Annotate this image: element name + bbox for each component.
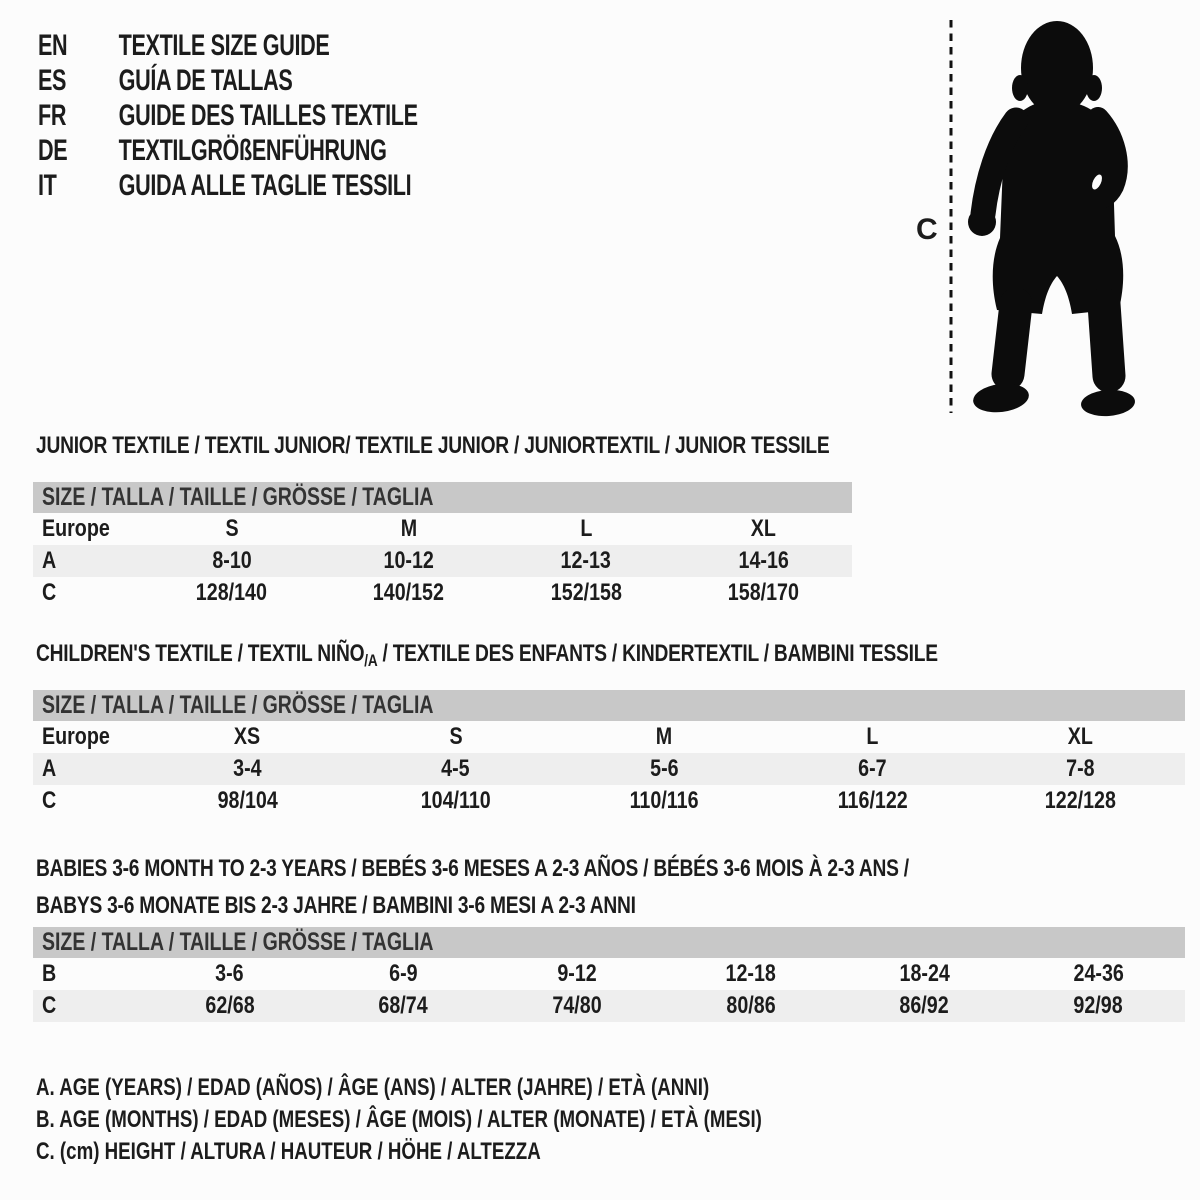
footnote-legend (36, 1072, 967, 1168)
toddler-silhouette-icon (940, 12, 1152, 426)
size-cell: 158/170 (727, 579, 799, 606)
table-row-months (33, 958, 1185, 990)
figure-area (940, 12, 1152, 426)
language-code: IT (38, 168, 57, 202)
table-row-age (33, 545, 852, 577)
size-cell: 98/104 (217, 787, 278, 814)
size-cell: 122/128 (1045, 787, 1117, 814)
size-cell: 6-7 (858, 755, 887, 782)
size-cell: XS (234, 723, 261, 750)
children-section-heading: CHILDREN'S TEXTILE / TEXTIL $NIÑO_{/A}$ / TEXTILE DES ENFANTS / KINDERTEXTIL / BAMBINI TESSILE (36, 640, 938, 670)
size-cell: 14-16 (738, 547, 789, 574)
size-cell: 24-36 (1073, 960, 1124, 987)
row-label: Europe (42, 723, 110, 750)
size-cell: 110/116 (629, 787, 699, 814)
language-code: FR (38, 98, 67, 132)
size-cell: XL (750, 515, 776, 542)
junior-section-heading: JUNIOR TEXTILE / TEXTIL JUNIOR/ TEXTILE JUNIOR / JUNIORTEXTIL / JUNIOR TESSILE (36, 432, 830, 459)
language-row (38, 98, 565, 133)
babies-size-table (33, 927, 1185, 1022)
size-cell: 3-6 (215, 960, 245, 987)
size-cell: 152/158 (550, 579, 622, 606)
size-cell: L (866, 723, 879, 750)
table-row-europe (33, 721, 1185, 753)
language-code: DE (38, 133, 68, 167)
size-header-bar: SIZE / TALLA / TAILLE / GRÖSSE / TAGLIA (33, 690, 1185, 721)
size-cell: 18-24 (899, 960, 950, 987)
language-row (38, 28, 565, 63)
size-cell: 116/122 (837, 787, 908, 814)
size-cell: 80/86 (726, 992, 776, 1019)
size-cell: 68/74 (378, 992, 429, 1019)
size-cell: 128/140 (196, 579, 268, 606)
size-cell: 62/68 (205, 992, 255, 1019)
size-cell: 6-9 (389, 960, 418, 987)
language-row (38, 133, 565, 168)
guide-title: TEXTILE SIZE GUIDE (118, 28, 330, 62)
row-label: C (42, 579, 57, 606)
row-label: C (42, 787, 57, 814)
junior-size-table (33, 482, 852, 609)
nino-a-subscript: /A (364, 651, 378, 670)
size-header-bar: SIZE / TALLA / TAILLE / GRÖSSE / TAGLIA (33, 927, 1185, 958)
guide-title: GUIDA ALLE TAGLIE TESSILI (118, 168, 412, 202)
table-row-europe (33, 513, 852, 545)
size-cell: 3-4 (232, 755, 262, 782)
size-cell: 5-6 (649, 755, 679, 782)
figure-height-label: C (916, 213, 938, 246)
size-cell: 7-8 (1066, 755, 1096, 782)
language-code: EN (38, 28, 68, 62)
language-title-list (38, 28, 565, 203)
footnote-height: C. (cm) HEIGHT / ALTURA / HAUTEUR / HÖHE / ALTEZZA (36, 1138, 541, 1165)
size-cell: 92/98 (1073, 992, 1123, 1019)
language-code: ES (38, 63, 67, 97)
size-cell: L (580, 515, 593, 542)
size-cell: 104/110 (420, 787, 491, 814)
guide-title: GUIDE DES TAILLES TEXTILE (118, 98, 418, 132)
children-size-table (33, 690, 1185, 817)
size-cell: 9-12 (557, 960, 597, 987)
size-cell: 74/80 (552, 992, 602, 1019)
language-row (38, 168, 565, 203)
table-row-height (33, 577, 852, 609)
table-row-height (33, 990, 1185, 1022)
language-row (38, 63, 565, 98)
row-label: B (42, 960, 57, 987)
guide-title: TEXTILGRÖßENFÜHRUNG (118, 133, 387, 167)
size-cell: 4-5 (441, 755, 470, 782)
size-cell: M (400, 515, 418, 542)
footnote-age-months: B. AGE (MONTHS) / EDAD (MESES) / ÂGE (MOIS) / ALTER (MONATE) / ETÀ (MESI) (36, 1106, 762, 1133)
row-label: A (42, 755, 57, 782)
size-header-bar: SIZE / TALLA / TAILLE / GRÖSSE / TAGLIA (33, 482, 852, 513)
size-cell: 86/92 (899, 992, 950, 1019)
table-row-height (33, 785, 1185, 817)
size-cell: XL (1068, 723, 1094, 750)
size-cell: 12-18 (725, 960, 777, 987)
guide-title: GUÍA DE TALLAS (118, 63, 293, 97)
size-cell: 10-12 (383, 547, 435, 574)
row-label: C (42, 992, 57, 1019)
size-cell: S (449, 723, 463, 750)
footnote-age-years: A. AGE (YEARS) / EDAD (AÑOS) / ÂGE (ANS) / ALTER (JAHRE) / ETÀ (ANNI) (36, 1074, 710, 1101)
row-label: A (42, 547, 57, 574)
babies-section-heading: BABIES 3-6 MONTH TO 2-3 YEARS / BEBÉS 3-6 MESES A 2-3 AÑOS / BÉBÉS 3-6 MOIS À 2-3 ANS / BABYS 3-6 MONATE BIS 2-3 JAHRE / BAMBINI 3-6 MESI A 2-3 ANNI (36, 855, 909, 919)
size-cell: M (655, 723, 673, 750)
size-cell: 8-10 (211, 547, 252, 574)
table-row-age (33, 753, 1185, 785)
size-cell: S (225, 515, 239, 542)
size-cell: 140/152 (373, 579, 445, 606)
size-cell: 12-13 (560, 547, 612, 574)
row-label: Europe (42, 515, 110, 542)
